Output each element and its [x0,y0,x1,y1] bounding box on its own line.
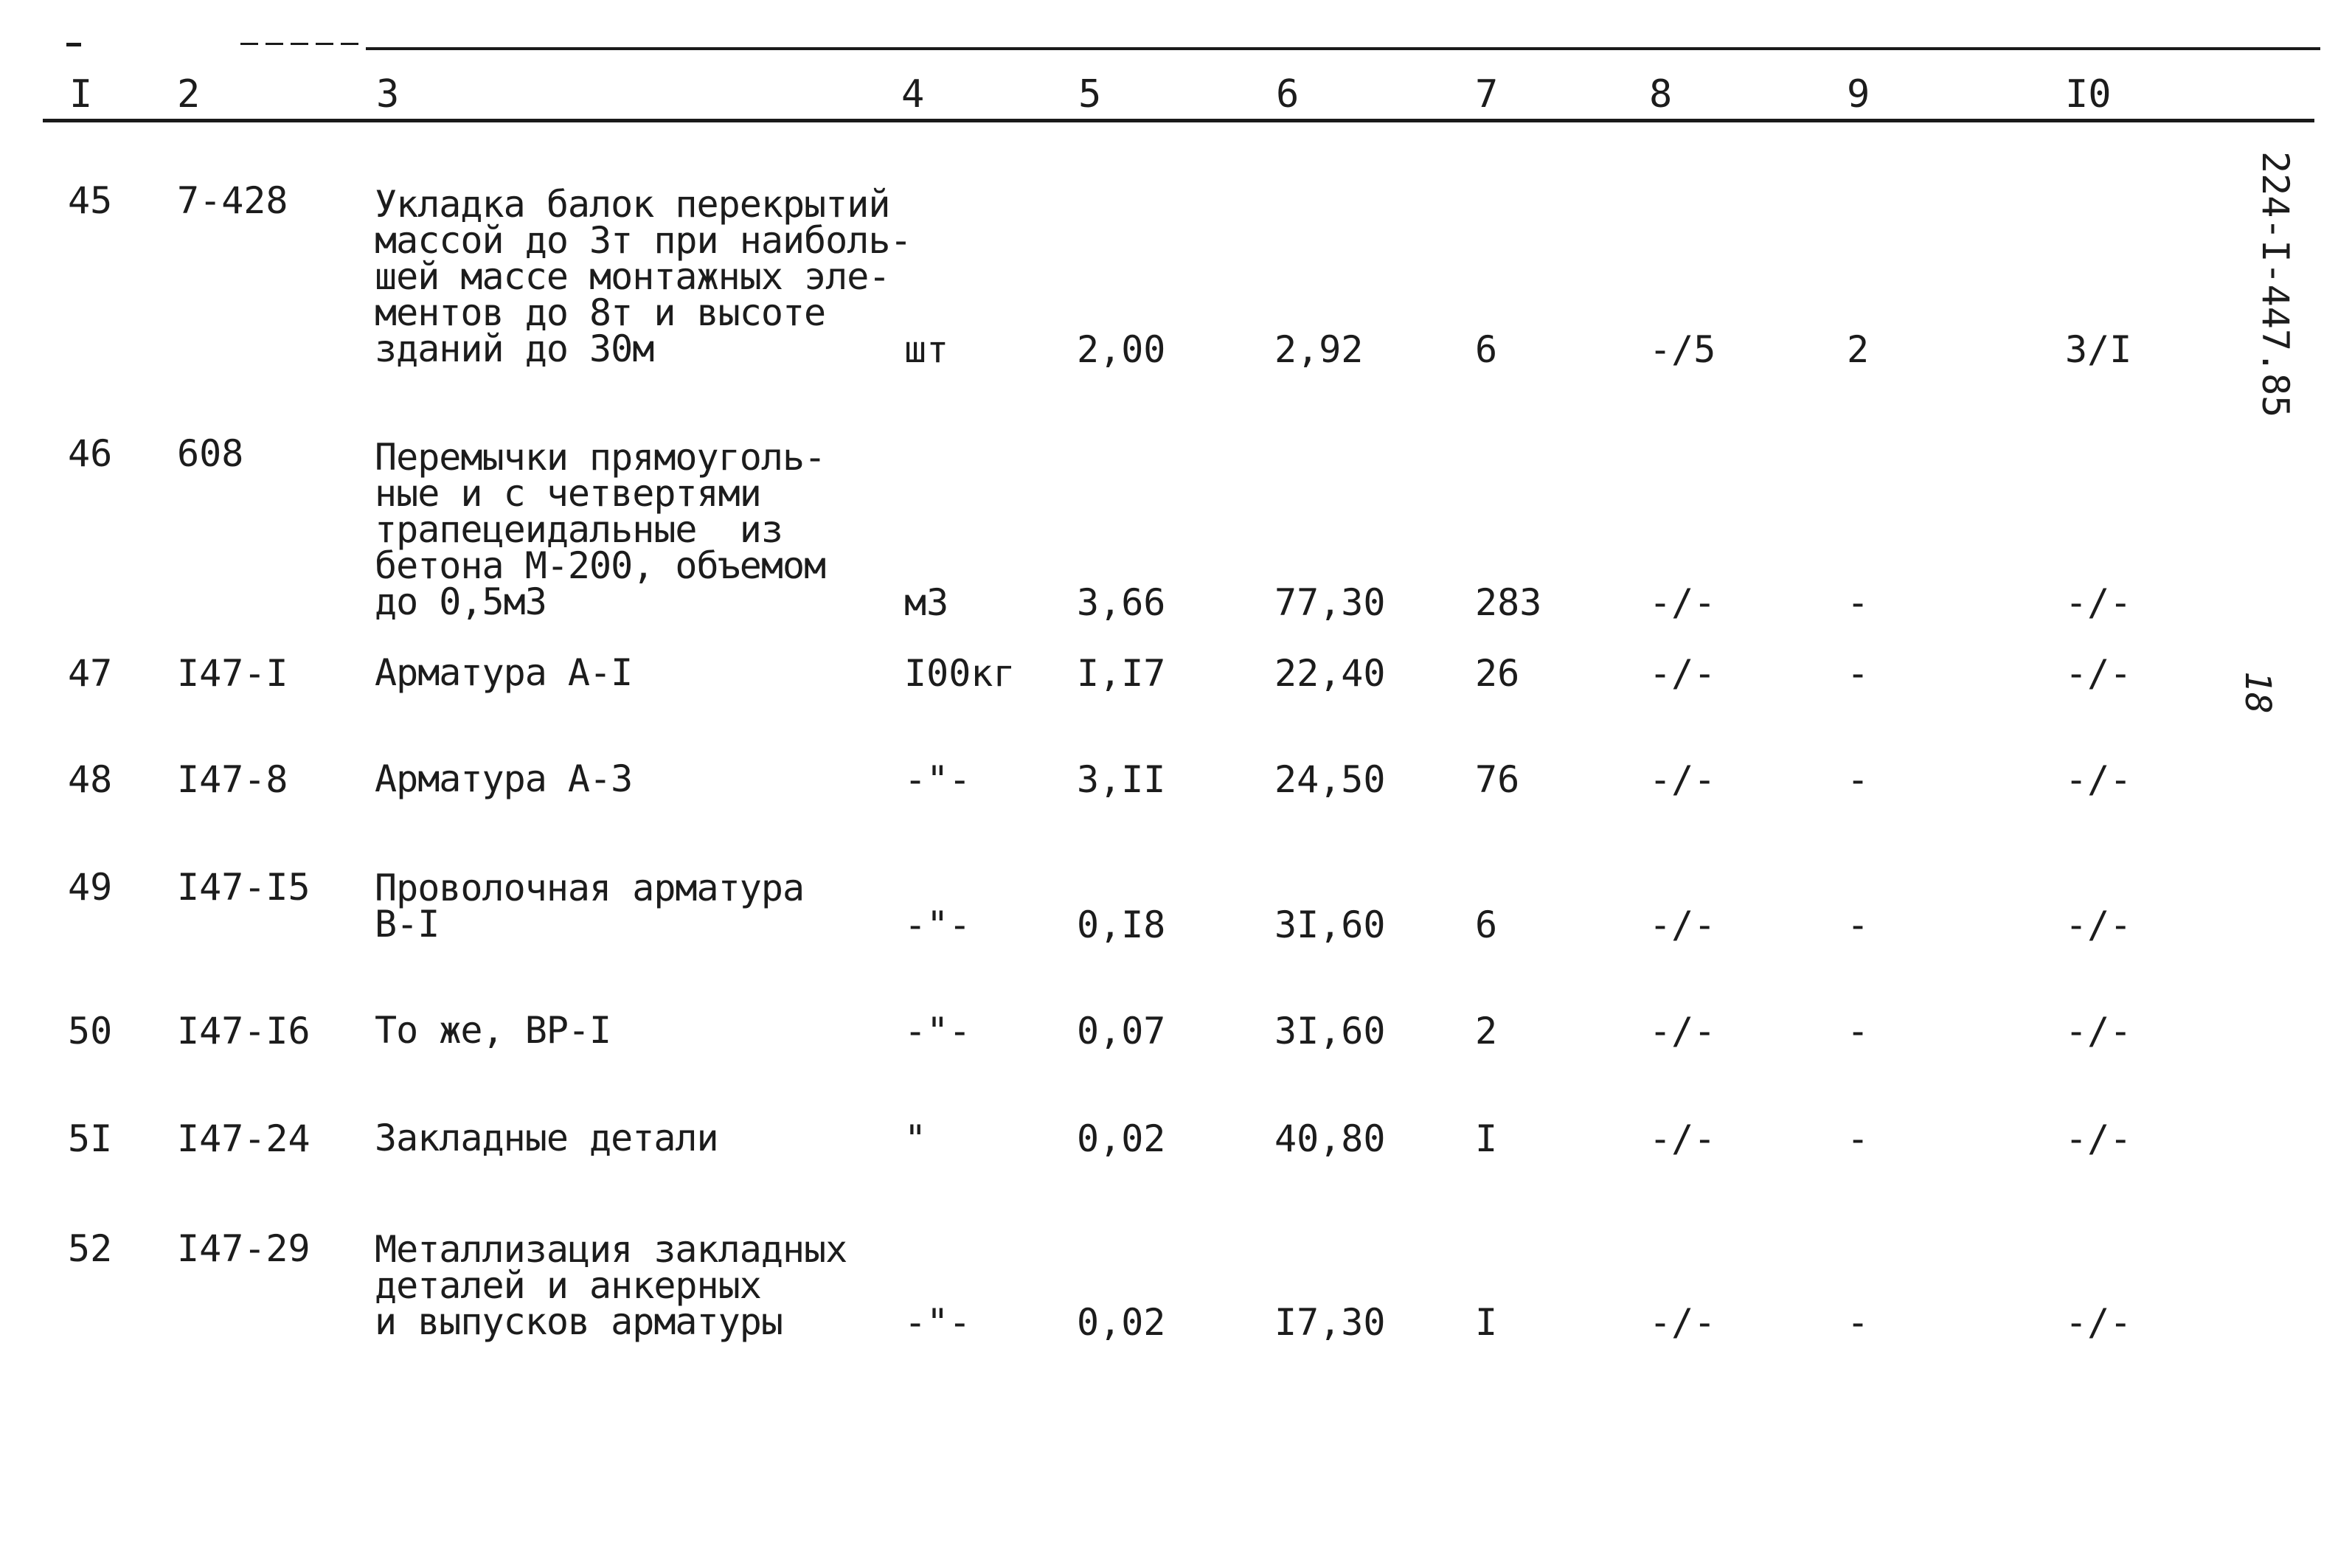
row-45-code: 7-428 [177,179,288,222]
header-col-5: 5 [1078,72,1102,117]
row-49-num: 49 [68,866,113,909]
row-50-col9: - [1847,1010,1870,1052]
row-47-description: Арматура А-I [375,651,633,694]
top-rule [366,47,2320,50]
row-49-col8: -/- [1649,903,1716,946]
row-51-col9: - [1847,1117,1870,1160]
row-51-description: Закладные детали [375,1117,718,1159]
row-50-qty: 0,07 [1077,1010,1166,1052]
row-47-col10: -/- [2065,652,2132,695]
row-48-unit: -"- [904,758,971,801]
header-col-8: 8 [1649,72,1673,117]
row-47-code: I47-I [177,652,288,695]
row-48-num: 48 [68,758,113,801]
row-47-price: 22,40 [1274,652,1386,695]
row-45-description: Укладка балок перекрытий массой до 3т при наиболь- шей массе монтажных эле- ментов до 8т и высоте зданий до 30м [375,183,912,370]
row-45-total: 6 [1475,328,1498,371]
header-col-1: I [69,72,93,117]
row-51-unit: " [904,1117,927,1160]
row-52-col9: - [1847,1301,1870,1344]
header-rule [43,119,2314,122]
row-47-col9: - [1847,652,1870,695]
row-46-col9: - [1847,581,1870,624]
row-45-num: 45 [68,179,113,222]
row-49-col9: - [1847,903,1870,946]
row-46-total: 283 [1475,581,1542,624]
row-52-unit: -"- [904,1301,971,1344]
page-number: 18 [2237,671,2278,714]
top-dashed-rule [240,43,366,45]
row-50-col8: -/- [1649,1010,1716,1052]
row-49-price: 3I,60 [1274,903,1386,946]
row-46-col8: -/- [1649,581,1716,624]
row-49-unit: -"- [904,903,971,946]
row-49-col10: -/- [2065,903,2132,946]
row-46-col10: -/- [2065,581,2132,624]
row-48-col9: - [1847,758,1870,801]
row-48-col10: -/- [2065,758,2132,801]
row-47-num: 47 [68,652,113,695]
header-col-10: I0 [2065,72,2112,117]
row-48-total: 76 [1475,758,1520,801]
header-col-9: 9 [1847,72,1870,117]
row-51-code: I47-24 [177,1117,311,1160]
row-51-qty: 0,02 [1077,1117,1166,1160]
row-51-col8: -/- [1649,1117,1716,1160]
top-mark-rule [66,43,81,46]
row-45-col10: 3/I [2065,328,2132,371]
row-48-description: Арматура А-3 [375,757,633,800]
row-45-col9: 2 [1847,328,1870,371]
row-50-total: 2 [1475,1010,1498,1052]
row-51-total: I [1475,1117,1498,1160]
row-45-col8: -/5 [1649,328,1716,371]
header-col-2: 2 [177,72,201,117]
row-46-qty: 3,66 [1077,581,1166,624]
document-code-vertical: 224-I-447.85 [2254,151,2297,418]
row-48-col8: -/- [1649,758,1716,801]
row-50-num: 50 [68,1010,113,1052]
row-49-description: Проволочная арматура В-I [375,867,805,946]
row-50-col10: -/- [2065,1010,2132,1052]
row-50-unit: -"- [904,1010,971,1052]
row-46-num: 46 [68,432,113,475]
header-col-4: 4 [901,72,925,117]
row-51-price: 40,80 [1274,1117,1386,1160]
row-50-code: I47-I6 [177,1010,311,1052]
row-52-price: I7,30 [1274,1301,1386,1344]
row-45-unit: шт [904,328,949,371]
row-52-num: 52 [68,1227,113,1270]
row-49-total: 6 [1475,903,1498,946]
row-50-price: 3I,60 [1274,1010,1386,1052]
row-49-qty: 0,I8 [1077,903,1166,946]
row-48-qty: 3,II [1077,758,1166,801]
row-46-code: 608 [177,432,244,475]
row-47-unit: I00кг [904,652,1016,695]
header-col-6: 6 [1276,72,1300,117]
row-50-description: То же, ВР-I [375,1009,611,1052]
row-45-qty: 2,00 [1077,328,1166,371]
row-46-unit: м3 [904,581,949,624]
row-48-price: 24,50 [1274,758,1386,801]
row-46-price: 77,30 [1274,581,1386,624]
row-49-code: I47-I5 [177,866,311,909]
row-46-description: Перемычки прямоуголь- ные и с четвертями трапецеидальные из бетона М-200, объемом до 0,5м3 [375,436,826,623]
header-col-7: 7 [1475,72,1499,117]
row-51-col10: -/- [2065,1117,2132,1160]
row-47-qty: I,I7 [1077,652,1166,695]
row-47-total: 26 [1475,652,1520,695]
row-52-qty: 0,02 [1077,1301,1166,1344]
row-52-col8: -/- [1649,1301,1716,1344]
row-52-description: Металлизация закладных деталей и анкерных и выпусков арматуры [375,1228,847,1343]
row-52-total: I [1475,1301,1498,1344]
header-col-3: 3 [376,72,400,117]
row-45-price: 2,92 [1274,328,1364,371]
row-51-num: 5I [68,1117,113,1160]
row-52-col10: -/- [2065,1301,2132,1344]
row-52-code: I47-29 [177,1227,311,1270]
row-47-col8: -/- [1649,652,1716,695]
row-48-code: I47-8 [177,758,288,801]
